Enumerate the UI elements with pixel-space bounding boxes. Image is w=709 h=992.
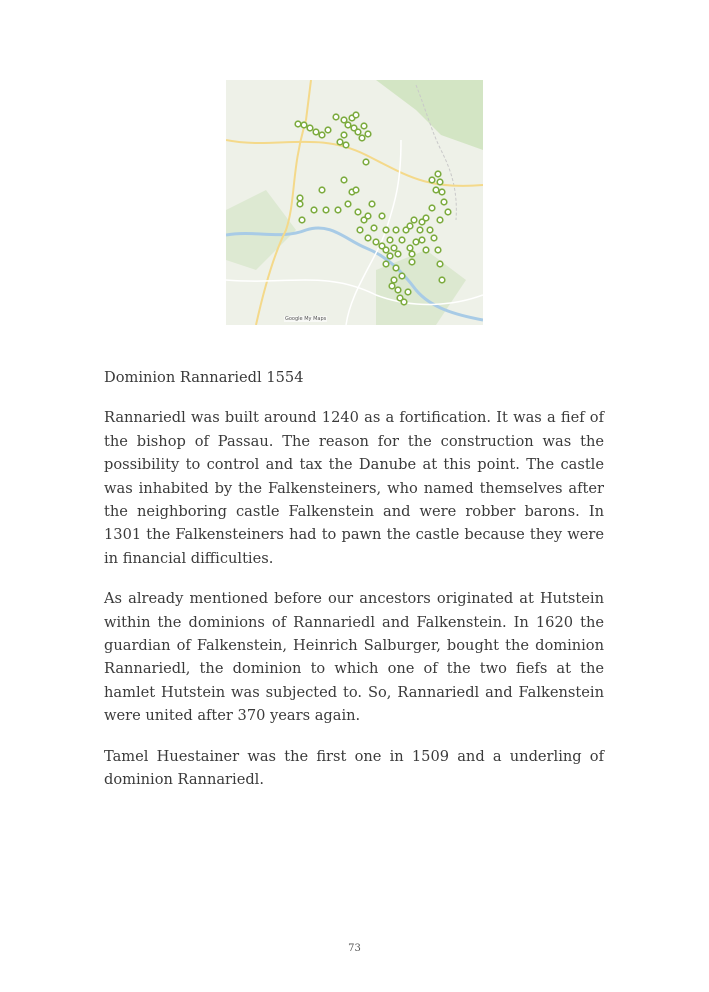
map-marker-icon	[409, 251, 415, 257]
map-marker-icon	[379, 213, 385, 219]
map-marker-icon	[391, 277, 397, 283]
map-marker-icon	[427, 227, 433, 233]
map-marker-icon	[445, 209, 451, 215]
map-marker-icon	[341, 132, 347, 138]
map-marker-icon	[437, 261, 443, 267]
map-marker-icon	[319, 132, 325, 138]
map-marker-icon	[387, 237, 393, 243]
map-marker-icon	[409, 259, 415, 265]
map-marker-icon	[431, 235, 437, 241]
map-marker-icon	[387, 253, 393, 259]
map-marker-icon	[429, 177, 435, 183]
map-marker-icon	[405, 289, 411, 295]
map-marker-icon	[343, 142, 349, 148]
map-marker-icon	[383, 261, 389, 267]
map-marker-icon	[413, 239, 419, 245]
map-marker-icon	[439, 189, 445, 195]
map-marker-icon	[341, 177, 347, 183]
map-marker-icon	[435, 247, 441, 253]
map-marker-icon	[307, 125, 313, 131]
map-marker-icon	[411, 217, 417, 223]
map-marker-icon	[325, 127, 331, 133]
map-marker-icon	[353, 187, 359, 193]
map-marker-icon	[391, 245, 397, 251]
map-marker-icon	[435, 171, 441, 177]
map-marker-icon	[313, 129, 319, 135]
map-marker-icon	[439, 277, 445, 283]
map-marker-icon	[383, 247, 389, 253]
map-marker-icon	[395, 251, 401, 257]
map-marker-icon	[407, 245, 413, 251]
map-marker-icon	[311, 207, 317, 213]
map-marker-icon	[363, 159, 369, 165]
map-marker-icon	[395, 287, 401, 293]
map-marker-icon	[389, 283, 395, 289]
map-marker-icon	[299, 217, 305, 223]
map-marker-icon	[423, 215, 429, 221]
map-marker-icon	[429, 205, 435, 211]
map-marker-icon	[301, 122, 307, 128]
map-marker-icon	[419, 237, 425, 243]
page-number: 73	[348, 943, 361, 954]
map-marker-icon	[355, 129, 361, 135]
page-content	[104, 366, 604, 809]
map-marker-icon	[345, 122, 351, 128]
map-marker-icon	[383, 227, 389, 233]
map-marker-icon	[437, 179, 443, 185]
map-marker-icon	[323, 207, 329, 213]
map-marker-icon	[365, 213, 371, 219]
map-marker-icon	[373, 239, 379, 245]
map-marker-icon	[353, 112, 359, 118]
map-marker-icon	[333, 114, 339, 120]
map-marker-icon	[297, 195, 303, 201]
map-marker-icon	[365, 235, 371, 241]
map-marker-icon	[345, 201, 351, 207]
map-marker-icon	[423, 247, 429, 253]
map-marker-icon	[407, 223, 413, 229]
map-marker-icon	[417, 227, 423, 233]
section-heading: Dominion Rannariedl 1554	[104, 369, 304, 386]
map-image	[226, 80, 483, 325]
map-marker-icon	[355, 209, 361, 215]
map-marker-icon	[399, 273, 405, 279]
map-marker-icon	[361, 123, 367, 129]
map-marker-icon	[341, 117, 347, 123]
map-marker-icon	[433, 187, 439, 193]
paragraph: Tamel Huestainer was the first one in 1509 and a underling of dominion Rannariedl.	[104, 747, 604, 789]
map-marker-icon	[357, 227, 363, 233]
map-credit: Google My Maps	[285, 316, 327, 322]
map-marker-icon	[437, 217, 443, 223]
map-marker-icon	[295, 121, 301, 127]
map-marker-icon	[371, 225, 377, 231]
map-marker-icon	[399, 237, 405, 243]
map-marker-icon	[335, 207, 341, 213]
map-marker-icon	[337, 139, 343, 145]
map-marker-icon	[369, 201, 375, 207]
map-marker-icon	[297, 201, 303, 207]
map-marker-icon	[393, 227, 399, 233]
map-marker-icon	[365, 131, 371, 137]
map-graphic	[226, 80, 483, 325]
map-marker-icon	[359, 135, 365, 141]
paragraph: As already mentioned before our ancestors originated at Hutstein within the dominions of Rannariedl and Falkenstein. In 1620 the guardian of Falkenstein, Heinrich Salburger, bought the dominion Rannariedl, the dominion to which one of the two fiefs at the hamlet Hutstein was subjected to. So, Rannariedl and Falkenstein were united after 370 years again.	[104, 590, 604, 725]
map-marker-icon	[319, 187, 325, 193]
paragraph: Rannariedl was built around 1240 as a fortification. It was a fief of the bishop of Passau. The reason for the construction was the possibility to control and tax the Danube at this point. The castle was inhabited by the Falkensteiners, who named themselves after the neighboring castle Falkenstein and were robber barons. In 1301 the Falkensteiners had to pawn the castle because they were in financial difficulties.	[104, 409, 604, 567]
map-marker-icon	[393, 265, 399, 271]
map-marker-icon	[401, 299, 407, 305]
map-marker-icon	[441, 199, 447, 205]
